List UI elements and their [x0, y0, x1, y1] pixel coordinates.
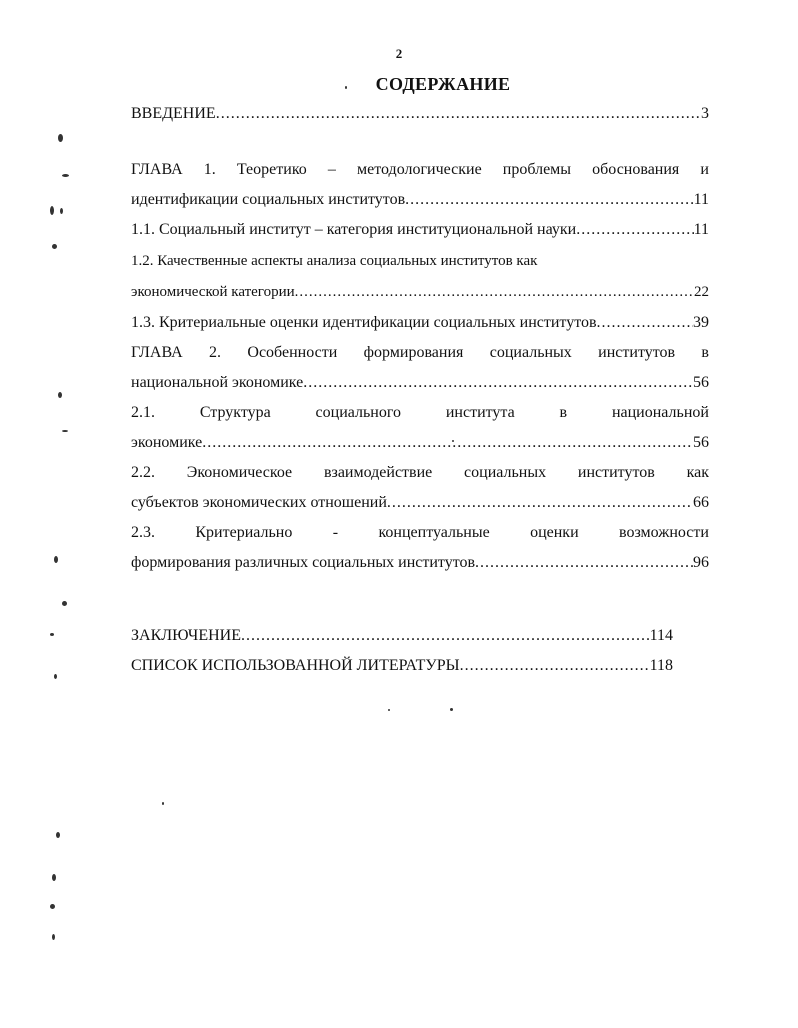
toc-entry-page: 66: [693, 494, 709, 511]
toc-entry-page: 11: [693, 191, 709, 208]
toc-section-2-1-line1: [131, 403, 709, 423]
toc-entry-page: 22: [694, 284, 709, 300]
dot-leader: [295, 282, 694, 302]
toc-word: 2.2.: [131, 464, 155, 481]
toc-word: Экономическое: [186, 464, 293, 481]
page-number: 2: [395, 46, 403, 61]
toc-entry-page: 114: [649, 627, 673, 644]
toc-section-1-2-line1: [131, 251, 709, 271]
toc-section-2-1-line2: [131, 433, 709, 453]
dot-leader: [202, 433, 693, 453]
dot-leader: [576, 220, 693, 240]
toc-word: 1.: [203, 161, 216, 178]
toc-word: социального: [315, 404, 402, 421]
toc-chapter-1-line2: [131, 190, 709, 210]
toc-section-2-3-line1: [131, 523, 709, 543]
toc-section-2-3-line2: [131, 553, 709, 573]
toc-word: социальных: [489, 344, 572, 361]
toc-section-2-2-line2: [131, 493, 709, 513]
toc-word: национальной: [611, 404, 709, 421]
toc-section-1-2-line2: [131, 282, 709, 302]
toc-word: ГЛАВА: [131, 344, 183, 361]
toc-entry-label: экономике: [131, 434, 203, 451]
toc-word: как: [686, 464, 709, 481]
toc-word: возможности: [619, 524, 709, 541]
toc-word: взаимодействие: [323, 464, 433, 481]
toc-word: и: [700, 161, 709, 178]
toc-word: в: [559, 404, 568, 421]
toc-entry-label: ЗАКЛЮЧЕНИЕ: [131, 627, 241, 644]
toc-word: 2.: [209, 344, 222, 361]
toc-word: в: [701, 344, 709, 361]
toc-word: проблемы: [502, 161, 572, 178]
toc-word: обоснования: [592, 161, 680, 178]
dot-leader: [475, 553, 693, 573]
dot-leader: [303, 373, 693, 393]
toc-entry-introduction: [131, 104, 709, 124]
dot-leader: [387, 493, 693, 513]
toc-entry-label: ВВЕДЕНИЕ: [131, 105, 216, 122]
toc-word: –: [327, 161, 336, 178]
toc-word: -: [332, 524, 339, 541]
dot-leader: [405, 190, 693, 210]
toc-word: Теоретико: [236, 161, 307, 178]
page-title: СОДЕРЖАНИЕ: [375, 74, 511, 94]
toc-word: социальных: [464, 464, 547, 481]
toc-word: институтов: [598, 344, 676, 361]
toc-entry-label: национальной экономике: [131, 374, 304, 391]
dot-leader: [241, 626, 650, 646]
toc-word: института: [445, 404, 515, 421]
toc-word: методологические: [357, 161, 482, 178]
toc-section-1-3: [131, 313, 709, 333]
toc-entry-label: экономической категории: [131, 284, 295, 300]
toc-word: оценки: [530, 524, 579, 541]
toc-word: концептуальные: [378, 524, 490, 541]
toc-chapter-2-line2: [131, 373, 709, 393]
toc-chapter-2-line1: [131, 343, 709, 363]
toc-entry-references: [131, 656, 673, 676]
toc-word: Критериально: [195, 524, 293, 541]
toc-entry-label: идентификации социальных институтов: [131, 191, 406, 208]
toc-entry-label: формирования различных социальных институтов: [131, 554, 476, 571]
toc-chapter-1-line1: [131, 160, 709, 180]
toc-entry-label: 1.3. Критериальные оценки идентификации социальных институтов: [131, 314, 597, 331]
toc-entry-label: 1.2. Качественные аспекты анализа социальных институтов как: [131, 253, 538, 269]
dot-leader: [460, 656, 650, 676]
dot-leader: [597, 313, 693, 333]
toc-entry-page: 11: [693, 221, 709, 238]
toc-entry-conclusion: [131, 626, 673, 646]
toc-entry-label: СПИСОК ИСПОЛЬЗОВАННОЙ ЛИТЕРАТУРЫ: [131, 657, 460, 674]
toc-word: ГЛАВА: [131, 161, 183, 178]
toc-entry-page: 96: [693, 554, 709, 571]
toc-entry-page: 118: [649, 657, 673, 674]
toc-word: институтов: [577, 464, 655, 481]
toc-entry-label: субъектов экономических отношений: [131, 494, 387, 511]
toc-word: Структура: [199, 404, 271, 421]
dot-leader: [216, 104, 701, 124]
toc-entry-page: 39: [693, 314, 709, 331]
toc-entry-page: 3: [701, 105, 709, 122]
toc-section-1-1: [131, 220, 709, 240]
toc-section-2-2-line1: [131, 463, 709, 483]
toc-word: 2.1.: [131, 404, 155, 421]
toc-entry-label: 1.1. Социальный институт – категория институциональной науки: [131, 221, 577, 238]
toc-word: формирования: [363, 344, 464, 361]
toc-word: 2.3.: [131, 524, 155, 541]
toc-word: Особенности: [247, 344, 338, 361]
toc-entry-page: 56: [693, 434, 709, 451]
toc-entry-page: 56: [693, 374, 709, 391]
